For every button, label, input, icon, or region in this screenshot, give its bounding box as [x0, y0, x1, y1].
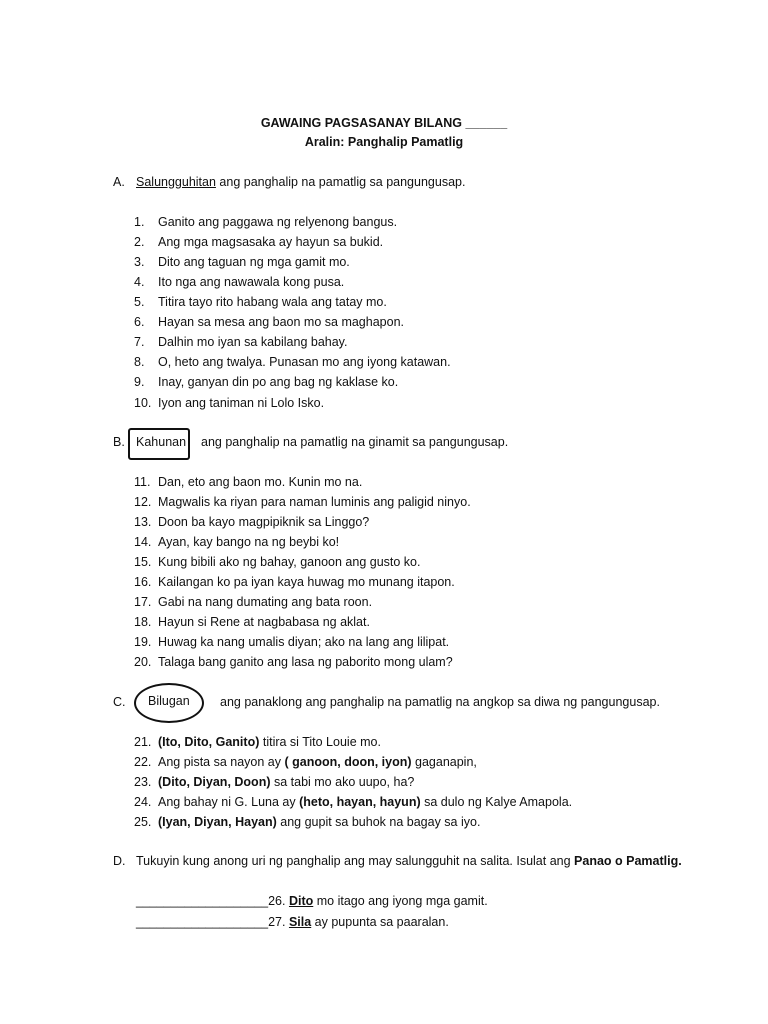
- item-number: 11.: [134, 475, 151, 489]
- item-text-pre: Ang pista sa nayon ay: [158, 755, 285, 769]
- section-b-keyword: Kahunan: [136, 435, 187, 449]
- item-number: 14.: [134, 535, 152, 549]
- item-text-post: sa dulo ng Kalye Amapola.: [420, 795, 573, 809]
- item-choices: (Ito, Dito, Ganito): [158, 735, 260, 749]
- section-d-instruction-text: Tukuyin kung anong uri ng panghalip ang may salungguhit na salita. Isulat ang: [136, 854, 575, 868]
- item-text: Ganito ang paggawa ng relyenong bangus.: [158, 215, 398, 229]
- item-number: 18.: [134, 615, 152, 629]
- worksheet-title: GAWAING PAGSASANAY BILANG ______: [260, 116, 508, 130]
- item-text-post: sa tabi mo ako uupo, ha?: [270, 775, 415, 789]
- item-number: 5.: [134, 295, 145, 309]
- item-text: Magwalis ka riyan para naman luminis ang paligid ninyo.: [158, 495, 471, 509]
- answer-line: [136, 894, 488, 908]
- section-b-letter: B.: [113, 435, 125, 449]
- item-text: Dan, eto ang baon mo. Kunin mo na.: [158, 475, 363, 489]
- item-text: Doon ba kayo magpipiknik sa Linggo?: [158, 515, 370, 529]
- item-text-post: ang gupit sa buhok na bagay sa iyo.: [276, 815, 481, 829]
- answer-blank[interactable]: ___________________: [136, 915, 269, 929]
- item-number: 20.: [134, 655, 152, 669]
- item-number: 12.: [134, 495, 152, 509]
- section-d-instruction-bold: Panao o Pamatlig.: [574, 854, 682, 868]
- item-number: 22.: [134, 755, 152, 769]
- item-number: 13.: [134, 515, 152, 529]
- item-number: 25.: [134, 815, 152, 829]
- item-number: 4.: [134, 275, 145, 289]
- item-text: [158, 795, 572, 809]
- section-b-instruction: ang panghalip na pamatlig na ginamit sa pangungusap.: [201, 435, 509, 449]
- item-number: 21.: [134, 735, 152, 749]
- item-number: 1.: [134, 215, 145, 229]
- section-d-letter: D.: [113, 854, 126, 868]
- item-number: 23.: [134, 775, 152, 789]
- answer-blank[interactable]: ___________________: [136, 894, 269, 908]
- item-text: [158, 775, 414, 789]
- item-choices: ( ganoon, doon, iyon): [284, 755, 412, 769]
- item-number: 7.: [134, 335, 145, 349]
- item-number: 9.: [134, 375, 145, 389]
- lesson-subtitle: Aralin: Panghalip Pamatlig: [304, 135, 464, 149]
- item-text-post: gaganapin,: [411, 755, 477, 769]
- item-text: Hayun si Rene at nagbabasa ng aklat.: [158, 615, 370, 629]
- item-text: Ito nga ang nawawala kong pusa.: [158, 275, 345, 289]
- item-number: 15.: [134, 555, 152, 569]
- item-number: 16.: [134, 575, 152, 589]
- item-choices: (Iyan, Diyan, Hayan): [158, 815, 277, 829]
- section-a-keyword: Salungguhitan: [136, 175, 216, 189]
- section-a-letter: A.: [113, 175, 125, 189]
- item-text-pre: Ang bahay ni G. Luna ay: [158, 795, 300, 809]
- section-c-letter: C.: [113, 695, 126, 709]
- item-number: 2.: [134, 235, 145, 249]
- underlined-word: Sila: [288, 915, 312, 929]
- item-number: 3.: [134, 255, 145, 269]
- item-text: O, heto ang twalya. Punasan mo ang iyong katawan.: [158, 355, 451, 369]
- item-text: Ang mga magsasaka ay hayun sa bukid.: [158, 235, 384, 249]
- item-text: Huwag ka nang umalis diyan; ako na lang ang lilipat.: [158, 635, 450, 649]
- item-text: [158, 735, 381, 749]
- item-number: 26.: [268, 894, 289, 908]
- item-text: ay pupunta sa paaralan.: [311, 915, 449, 929]
- item-number: 6.: [134, 315, 145, 329]
- item-text: Titira tayo rito habang wala ang tatay mo.: [158, 295, 387, 309]
- item-number: 17.: [134, 595, 152, 609]
- item-text: Talaga bang ganito ang lasa ng paborito mong ulam?: [158, 655, 453, 669]
- item-text: Gabi na nang dumating ang bata roon.: [158, 595, 373, 609]
- item-text: mo itago ang iyong mga gamit.: [313, 894, 488, 908]
- section-c-keyword: Bilugan: [148, 694, 190, 708]
- section-a-instruction: [136, 175, 465, 189]
- item-choices: (Dito, Diyan, Doon): [158, 775, 271, 789]
- item-text: Iyon ang taniman ni Lolo Isko.: [158, 396, 325, 410]
- item-text: Hayan sa mesa ang baon mo sa maghapon.: [158, 315, 404, 329]
- item-text: Ayan, kay bango na ng beybi ko!: [158, 535, 340, 549]
- item-number: 19.: [134, 635, 152, 649]
- section-d-instruction: [136, 854, 682, 868]
- item-text: Inay, ganyan din po ang bag ng kaklase ko.: [158, 375, 399, 389]
- item-number: 24.: [134, 795, 152, 809]
- item-text: [158, 755, 477, 769]
- section-a-instruction-text: ang panghalip na pamatlig sa pangungusap.: [215, 175, 466, 189]
- item-number: 27.: [268, 915, 289, 929]
- underlined-word: Dito: [288, 894, 314, 908]
- item-text: Dalhin mo iyan sa kabilang bahay.: [158, 335, 348, 349]
- item-text: Dito ang taguan ng mga gamit mo.: [158, 255, 350, 269]
- item-choices: (heto, hayan, hayun): [299, 795, 421, 809]
- item-text: Kailangan ko pa iyan kaya huwag mo munang itapon.: [158, 575, 455, 589]
- item-text-post: titira si Tito Louie mo.: [259, 735, 381, 749]
- section-c-instruction: ang panaklong ang panghalip na pamatlig na angkop sa diwa ng pangungusap.: [220, 695, 660, 709]
- answer-line: [136, 915, 449, 929]
- item-number: 8.: [134, 355, 145, 369]
- item-text: Kung bibili ako ng bahay, ganoon ang gusto ko.: [158, 555, 421, 569]
- item-number: 10.: [134, 396, 152, 410]
- item-text: [158, 815, 480, 829]
